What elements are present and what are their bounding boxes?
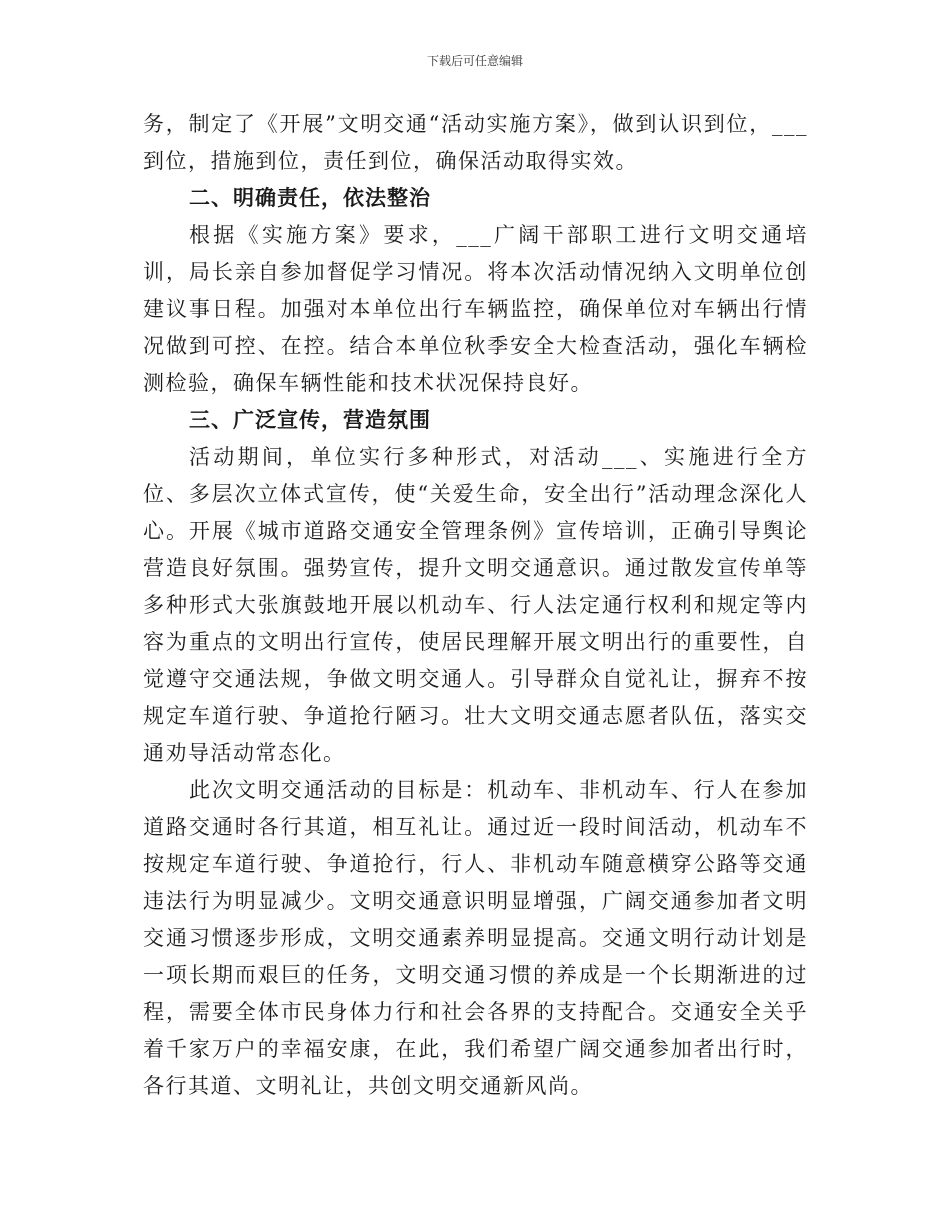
paragraph-goals: 此次文明交通活动的目标是：机动车、非机动车、行人在参加道路交通时各行其道，相互礼让。通过近一段时间活动，机动车不按规定车道行驶、争道抢行，行人、非机动车随意横穿公路等交通违法行为明显减少。文明交通意识明显增强，广阔交通参加者文明交通习惯逐步形成，文明交通素养明显提高。交通文明行动计划是一项长期而艰巨的任务，文明交通习惯的养成是一个长期渐进的过程，需要全体市民身体力行和社会各界的支持配合。交通安全关乎着千家万户的幸福安康，在此，我们希望广阔交通参加者出行时，各行其道、文明礼让，共创文明交通新风尚。: [143, 778, 808, 1098]
section-heading-3: 三、广泛宣传，营造氛围: [189, 408, 431, 432]
paragraph-section-2: 根据《实施方案》要求，___广阔干部职工进行文明交通培训，局长亲自参加督促学习情况。将本次活动情况纳入文明单位创建议事日程。加强对本单位出行车辆监控，确保单位对车辆出行情况做到可控、在控。结合本单位秋季安全大检查活动，强化车辆检测检验，确保车辆性能和技术状况保持良好。: [143, 223, 808, 395]
section-heading-2: 二、明确责任，依法整治: [189, 186, 431, 210]
page-header: 下载后可任意编辑: [426, 54, 523, 68]
document-body: [143, 106, 808, 1105]
paragraph-continuation: 务，制定了《开展”文明交通“活动实施方案》，做到认识到位，___到位，措施到位，责任到位，确保活动取得实效。: [143, 112, 808, 173]
paragraph-section-3: 活动期间，单位实行多种形式，对活动___、实施进行全方位、多层次立体式宣传，使“关爱生命，安全出行”活动理念深化人心。开展《城市道路交通安全管理条例》宣传培训，正确引导舆论营造良好氛围。强势宣传，提升文明交通意识。通过散发宣传单等多种形式大张旗鼓地开展以机动车、行人法定通行权利和规定等内容为重点的文明出行宣传，使居民理解开展文明出行的重要性，自觉遵守交通法规，争做文明交通人。引导群众自觉礼让，摒弃不按规定车道行驶、争道抢行陋习。壮大文明交通志愿者队伍，落实交通劝导活动常态化。: [143, 445, 808, 765]
